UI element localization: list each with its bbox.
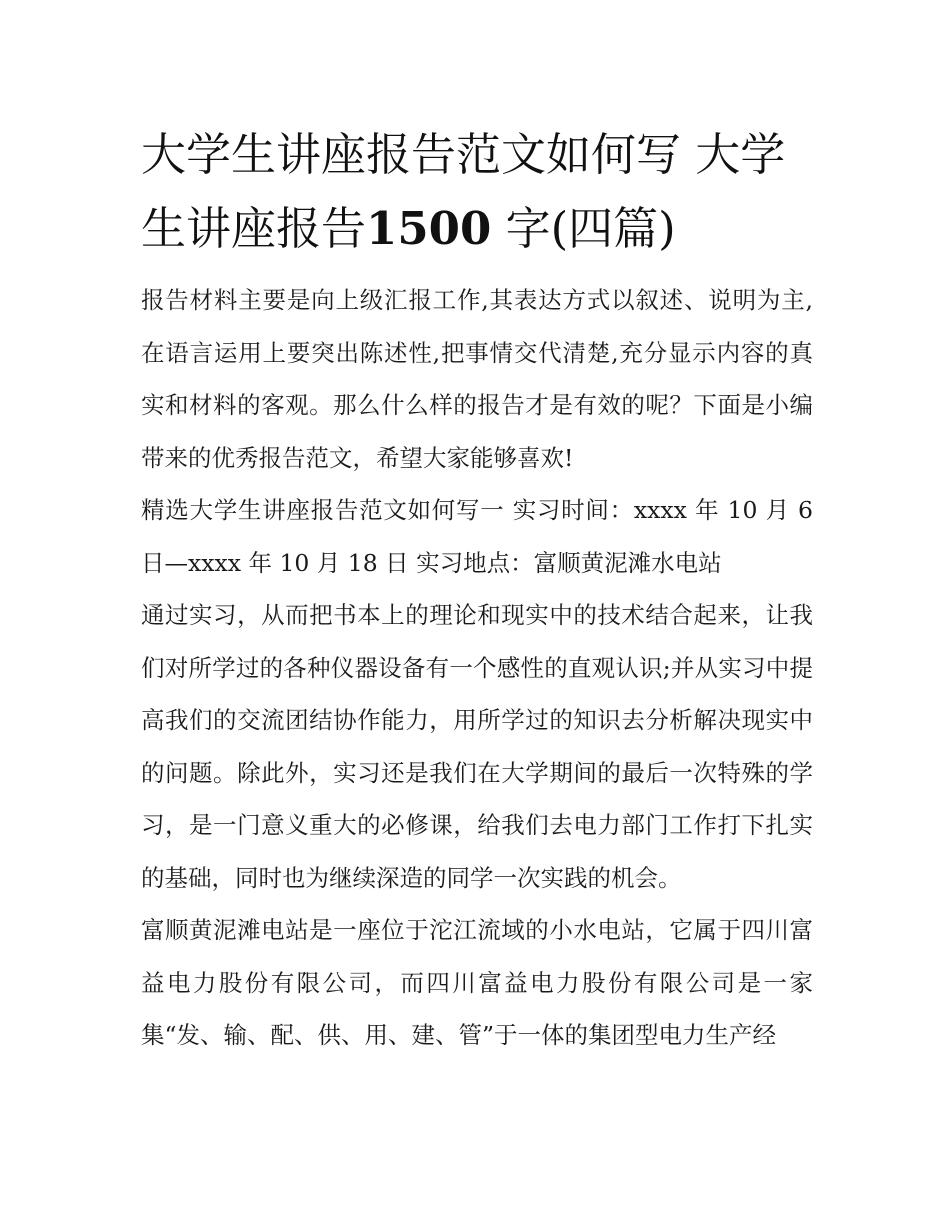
internship-info-paragraph: 精选大学生讲座报告范文如何写一 实习时间：xxxx 年 10 月 6 日—xxxx 年 10 月 18 日 实习地点：富顺黄泥滩水电站 [141, 496, 813, 577]
internship-purpose-paragraph: 通过实习，从而把书本上的理论和现实中的技术结合起来，让我们对所学过的各种仪器设备有一个感性的直观认识;并从实习中提高我们的交流团结协作能力，用所学过的知识去分析解决现实中的问题。除此外，实习还是我们在大学期间的最后一次特殊的学习，是一门意义重大的必修课，给我们去电力部门工作打下扎实的基础，同时也为继续深造的同学一次实践的机会。 [141, 601, 813, 892]
document-title [141, 118, 813, 266]
title-number: 1500 [366, 202, 492, 255]
intro-paragraph: 报告材料主要是向上级汇报工作,其表达方式以叙述、说明为主,在语言运用上要突出陈述性,把事情交代清楚,充分显示内容的真实和材料的客观。那么什么样的报告才是有效的呢？下面是小编带来的优秀报告范文，希望大家能够喜欢! [141, 286, 813, 472]
power-station-paragraph: 富顺黄泥滩电站是一座位于沱江流域的小水电站，它属于四川富益电力股份有限公司，而四川富益电力股份有限公司是一家集“发、输、配、供、用、建、管”于一体的集团型电力生产经 [141, 916, 813, 1049]
title-text-part1: 大学生讲座报告范文如何写 大学生讲座报告 [141, 128, 786, 255]
title-text-part2: 字(四篇) [491, 202, 676, 255]
document-content [141, 118, 813, 1062]
document-body [141, 274, 813, 1062]
